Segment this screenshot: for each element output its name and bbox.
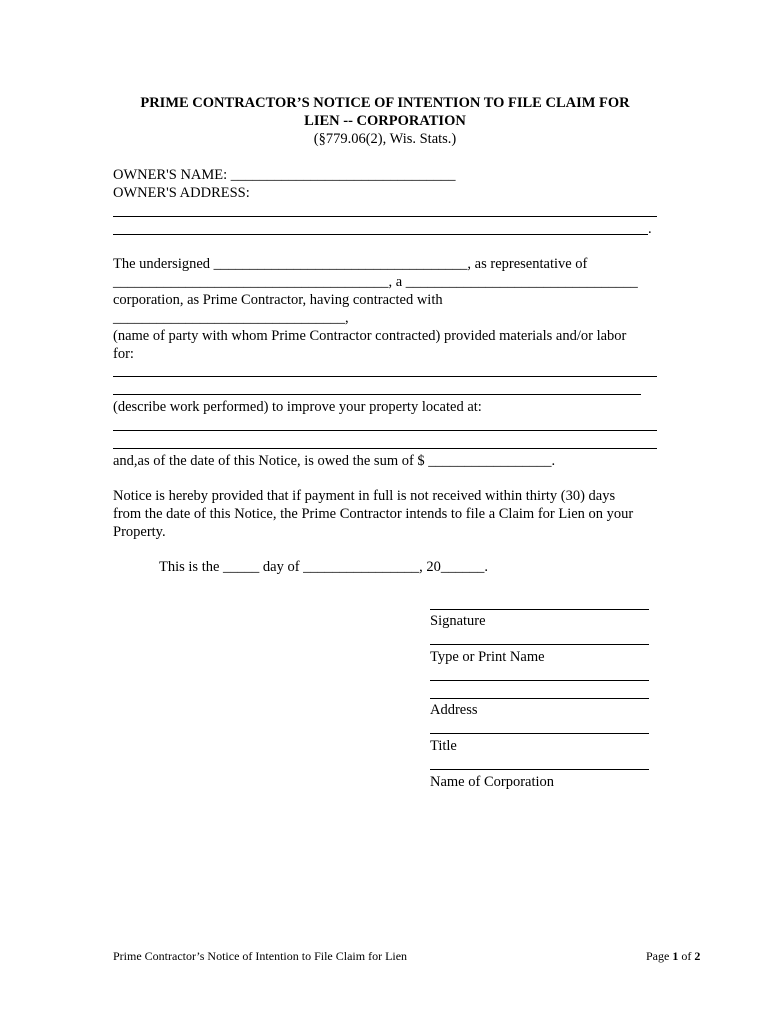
undersigned-statement: The undersigned ___________________________________, as representative of — [113, 256, 588, 272]
property-line-2 — [113, 448, 657, 449]
address-line-1 — [430, 680, 649, 681]
describe-work-statement: (describe work performed) to improve your property located at: — [113, 399, 482, 415]
title-label: Title — [430, 738, 457, 754]
prime-contractor-statement: corporation, as Prime Contractor, having contracted with — [113, 292, 443, 308]
work-line-1 — [113, 376, 657, 377]
contracted-party-blank: ________________________________, — [113, 310, 349, 326]
owner-name-field: OWNER'S NAME: _______________________________ — [113, 167, 456, 183]
owner-address-line-2 — [113, 234, 648, 235]
corporation-line: ______________________________________, a ________________________________ — [113, 274, 638, 290]
current-page: 1 — [672, 949, 679, 963]
contracted-party-description: (name of party with whom Prime Contractor contracted) provided materials and/or labor — [113, 328, 627, 344]
footer-page-number — [646, 949, 700, 963]
notice-paragraph-line-2: from the date of this Notice, the Prime Contractor intends to file a Claim for Lien on your — [113, 506, 634, 522]
of-word: of — [681, 949, 692, 963]
print-name-label: Type or Print Name — [430, 649, 545, 665]
statute-reference: (§779.06(2), Wis. Stats.) — [313, 131, 457, 147]
page-word: Page — [646, 949, 670, 963]
corporation-name-label: Name of Corporation — [430, 774, 555, 790]
signature-line — [430, 609, 649, 610]
total-pages: 2 — [694, 949, 701, 963]
notice-paragraph-line-1: Notice is hereby provided that if payment in full is not received within thirty (30) days — [113, 488, 616, 504]
corporation-name-line — [430, 769, 649, 770]
address-label: Address — [430, 702, 478, 718]
owner-address-line-2-period: . — [648, 221, 652, 237]
owner-address-line-1 — [113, 216, 657, 217]
footer-document-title: Prime Contractor’s Notice of Intention to File Claim for Lien — [113, 949, 408, 963]
signature-label: Signature — [430, 613, 486, 629]
title-line — [430, 733, 649, 734]
document-title-line-2: LIEN -- CORPORATION — [304, 113, 466, 129]
print-name-line — [430, 644, 649, 645]
owner-address-label: OWNER'S ADDRESS: — [113, 185, 250, 201]
for-label: for: — [113, 346, 134, 362]
property-line-1 — [113, 430, 657, 431]
work-line-2 — [113, 394, 641, 395]
address-line-2 — [430, 698, 649, 699]
amount-owed-statement: and,as of the date of this Notice, is owed the sum of $ _________________. — [113, 453, 556, 469]
document-title-line-1: PRIME CONTRACTOR’S NOTICE OF INTENTION TO FILE CLAIM FOR — [140, 95, 630, 111]
date-statement: This is the _____ day of ________________, 20______. — [159, 559, 489, 575]
notice-paragraph-line-3: Property. — [113, 524, 166, 540]
